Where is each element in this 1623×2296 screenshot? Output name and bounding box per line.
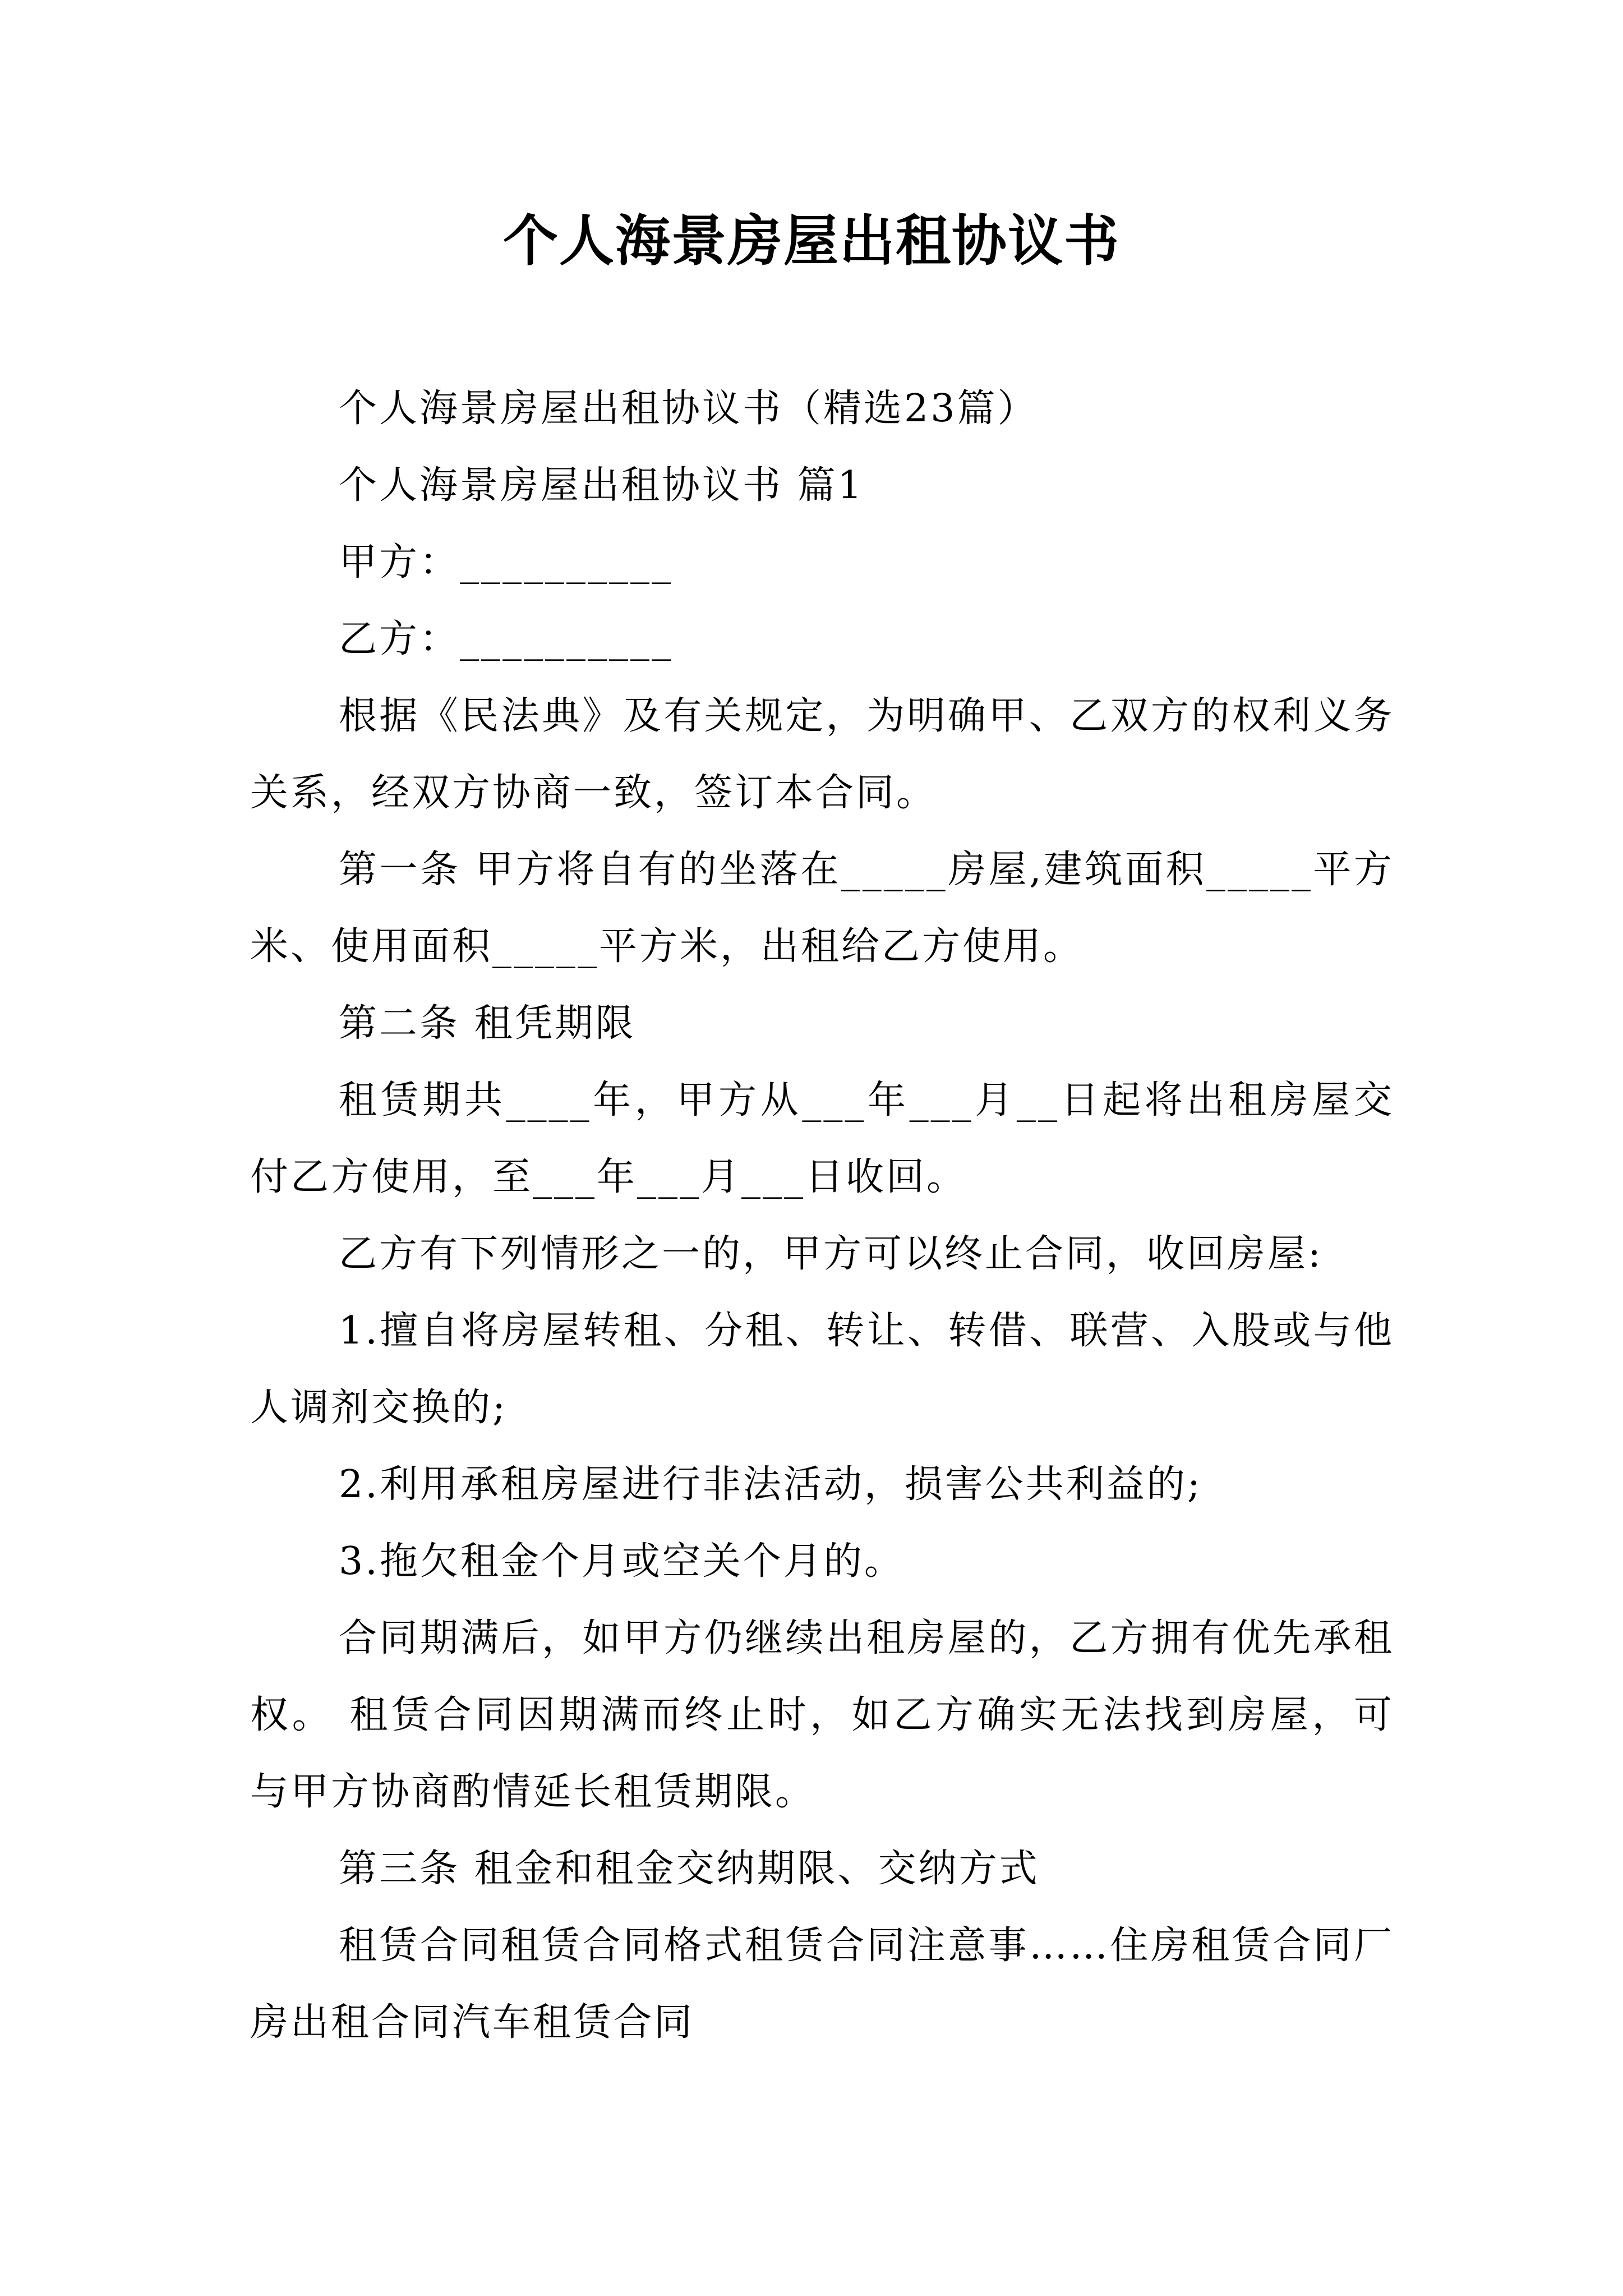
subtitle-paragraph: 个人海景房屋出租协议书（精选23篇） (339, 386, 1038, 431)
party-b-line: 乙方：__________ (339, 617, 674, 661)
document-title: 个人海景房屋出租协议书 (502, 209, 1120, 273)
related-links-paragraph: 租赁合同租赁合同格式租赁合同注意事……住房租赁合同厂房出租合同汽车租赁合同 (250, 1924, 1394, 2045)
termination-intro-paragraph: 乙方有下列情形之一的，甲方可以终止合同，收回房屋: (339, 1232, 1323, 1276)
article-3-heading: 第三条 租金和租金交纳期限、交纳方式 (339, 1847, 1040, 1891)
article-1-paragraph: 第一条 甲方将自有的坐落在_____房屋,建筑面积_____平方米、使用面积_____平方米，出租给乙方使用。 (250, 848, 1394, 969)
party-a-line: 甲方：__________ (339, 540, 674, 585)
termination-item-1: 1.擅自将房屋转租、分租、转让、转借、联营、入股或与他人调剂交换的; (250, 1309, 1394, 1430)
section-heading: 个人海景房屋出租协议书 篇1 (339, 463, 864, 508)
document-body (250, 370, 1394, 2061)
article-2-heading: 第二条 租凭期限 (339, 1001, 636, 1046)
termination-item-2: 2.利用承租房屋进行非法活动，损害公共利益的; (339, 1462, 1202, 1507)
renewal-paragraph: 合同期满后，如甲方仍继续出租房屋的，乙方拥有优先承租权。 租赁合同因期满而终止时，如乙方确实无法找到房屋，可与甲方协商酌情延长租赁期限。 (250, 1616, 1394, 1814)
preamble-paragraph: 根据《民法典》及有关规定，为明确甲、乙双方的权利义务关系，经双方协商一致，签订本合同。 (250, 694, 1394, 815)
termination-item-3: 3.拖欠租金个月或空关个月的。 (339, 1539, 905, 1584)
lease-term-paragraph: 租赁期共____年，甲方从___年___月__日起将出租房屋交付乙方使用，至___年___月___日收回。 (250, 1078, 1394, 1199)
